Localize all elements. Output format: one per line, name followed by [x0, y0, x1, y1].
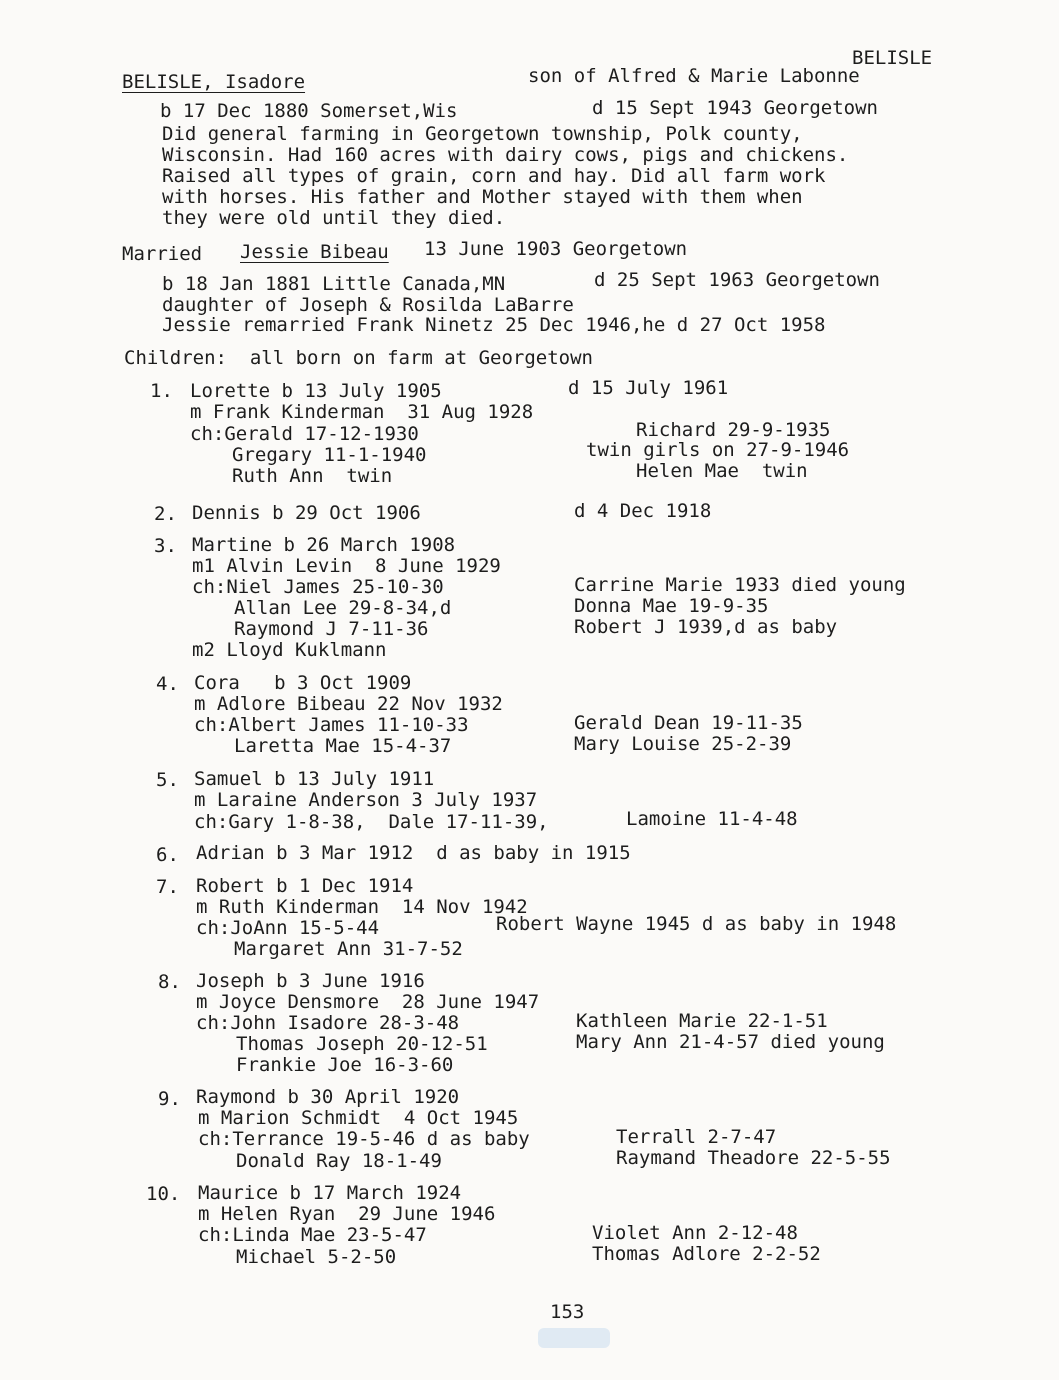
- child-line: Martine b 26 March 1908: [192, 534, 456, 556]
- marriage-date: 13 June 1903 Georgetown: [424, 238, 688, 260]
- grandchild-line: Gerald Dean 19-11-35: [574, 712, 803, 734]
- child-number: 8.: [158, 971, 181, 993]
- children-header: Children: all born on farm at Georgetown: [124, 347, 593, 369]
- grandchild-line: Raymond J 7-11-36: [234, 618, 429, 640]
- child-line: Robert b 1 Dec 1914: [196, 875, 414, 897]
- page-number: 153: [550, 1301, 585, 1323]
- grandchild-line: Richard 29-9-1935: [636, 419, 831, 441]
- grandchild-line: Donna Mae 19-9-35: [574, 595, 769, 617]
- child-line: Adrian b 3 Mar 1912 d as baby in 1915: [196, 842, 631, 864]
- child-number: 6.: [156, 844, 179, 866]
- child-line: Raymond b 30 April 1920: [196, 1086, 460, 1108]
- grandchild-line: Allan Lee 29-8-34,d: [234, 597, 452, 619]
- child-line: Lorette b 13 July 1905: [190, 380, 442, 402]
- grandchild-line: Mary Ann 21-4-57 died young: [576, 1031, 885, 1053]
- grandchild-line: Laretta Mae 15-4-37: [234, 735, 452, 757]
- child-number: 10.: [146, 1183, 181, 1205]
- grandchild-line: Thomas Adlore 2-2-52: [592, 1243, 821, 1265]
- grandchild-line: Donald Ray 18-1-49: [236, 1150, 442, 1172]
- child-number: 2.: [154, 503, 177, 525]
- grandchild-line: Gregary 11-1-1940: [232, 444, 427, 466]
- child-marriage: m Marion Schmidt 4 Oct 1945: [198, 1107, 519, 1129]
- spouse-death: d 25 Sept 1963 Georgetown: [594, 269, 880, 291]
- grandchild-line: twin girls on 27-9-1946: [586, 439, 850, 461]
- subject-birth: b 17 Dec 1880 Somerset,Wis: [160, 100, 458, 122]
- grandchild-line: Robert Wayne 1945 d as baby in 1948: [496, 913, 897, 935]
- subject-parentage: son of Alfred & Marie Labonne: [528, 65, 860, 87]
- grandchild-line: Lamoine 11-4-48: [626, 808, 798, 830]
- child-number: 3.: [154, 535, 177, 557]
- child-number: 9.: [158, 1088, 181, 1110]
- spouse-parents: daughter of Joseph & Rosilda LaBarre: [162, 294, 574, 316]
- grandchild-line: Terrall 2-7-47: [616, 1126, 777, 1148]
- grandchild-line: ch:JoAnn 15-5-44: [196, 917, 380, 939]
- grandchild-line: ch:Terrance 19-5-46 d as baby: [198, 1128, 530, 1150]
- married-label: Married: [122, 243, 203, 265]
- grandchild-line: Mary Louise 25-2-39: [574, 733, 792, 755]
- spouse-name: Jessie Bibeau: [240, 241, 389, 263]
- child-number: 7.: [156, 876, 179, 898]
- bio-line: Did general farming in Georgetown township, Polk county,: [162, 123, 803, 145]
- child-second-marriage: m2 Lloyd Kuklmann: [192, 639, 387, 661]
- surname-tag: BELISLE: [852, 47, 933, 69]
- child-number: 1.: [150, 380, 173, 402]
- grandchild-line: Raymand Theadore 22-5-55: [616, 1147, 891, 1169]
- grandchild-line: Violet Ann 2-12-48: [592, 1222, 798, 1244]
- child-line: Maurice b 17 March 1924: [198, 1182, 462, 1204]
- child-line: Samuel b 13 July 1911: [194, 768, 435, 790]
- ink-stamp: [538, 1328, 610, 1348]
- grandchild-line: Helen Mae twin: [636, 460, 808, 482]
- child-line: Joseph b 3 June 1916: [196, 970, 425, 992]
- grandchild-line: ch:John Isadore 28-3-48: [196, 1012, 460, 1034]
- grandchild-line: Kathleen Marie 22-1-51: [576, 1010, 828, 1032]
- bio-line: Raised all types of grain, corn and hay. Did all farm work: [162, 165, 826, 187]
- child-marriage: m Laraine Anderson 3 July 1937: [194, 789, 538, 811]
- child-line: Cora b 3 Oct 1909: [194, 672, 412, 694]
- spouse-birth: b 18 Jan 1881 Little Canada,MN: [162, 273, 506, 295]
- child-marriage: m Joyce Densmore 28 June 1947: [196, 991, 540, 1013]
- subject-death: d 15 Sept 1943 Georgetown: [592, 97, 878, 119]
- grandchild-line: Ruth Ann twin: [232, 465, 393, 487]
- bio-line: they were old until they died.: [162, 207, 506, 229]
- child-marriage: m Helen Ryan 29 June 1946: [198, 1203, 496, 1225]
- child-number: 4.: [156, 673, 179, 695]
- child-death: d 4 Dec 1918: [574, 500, 712, 522]
- child-marriage: m1 Alvin Levin 8 June 1929: [192, 555, 501, 577]
- child-marriage: m Frank Kinderman 31 Aug 1928: [190, 401, 534, 423]
- child-marriage: m Adlore Bibeau 22 Nov 1932: [194, 693, 503, 715]
- child-line: Dennis b 29 Oct 1906: [192, 502, 421, 524]
- bio-line: with horses. His father and Mother stayed with them when: [162, 186, 803, 208]
- subject-name: BELISLE, Isadore: [122, 71, 306, 93]
- grandchild-line: Carrine Marie 1933 died young: [574, 574, 906, 596]
- bio-line: Wisconsin. Had 160 acres with dairy cows, pigs and chickens.: [162, 144, 849, 166]
- grandchild-line: ch:Linda Mae 23-5-47: [198, 1224, 427, 1246]
- child-number: 5.: [156, 769, 179, 791]
- spouse-remarriage: Jessie remarried Frank Ninetz 25 Dec 1946,he d 27 Oct 1958: [162, 314, 826, 336]
- grandchild-line: ch:Albert James 11-10-33: [194, 714, 469, 736]
- grandchild-line: ch:Niel James 25-10-30: [192, 576, 444, 598]
- child-marriage: m Ruth Kinderman 14 Nov 1942: [196, 896, 528, 918]
- grandchild-line: Frankie Joe 16-3-60: [236, 1054, 454, 1076]
- grandchild-line: ch:Gerald 17-12-1930: [190, 423, 419, 445]
- child-death: d 15 July 1961: [568, 377, 729, 399]
- grandchild-line: Robert J 1939,d as baby: [574, 616, 838, 638]
- grandchild-line: Margaret Ann 31-7-52: [234, 938, 463, 960]
- grandchild-line: Michael 5-2-50: [236, 1246, 397, 1268]
- grandchild-line: ch:Gary 1-8-38, Dale 17-11-39,: [194, 811, 549, 833]
- grandchild-line: Thomas Joseph 20-12-51: [236, 1033, 488, 1055]
